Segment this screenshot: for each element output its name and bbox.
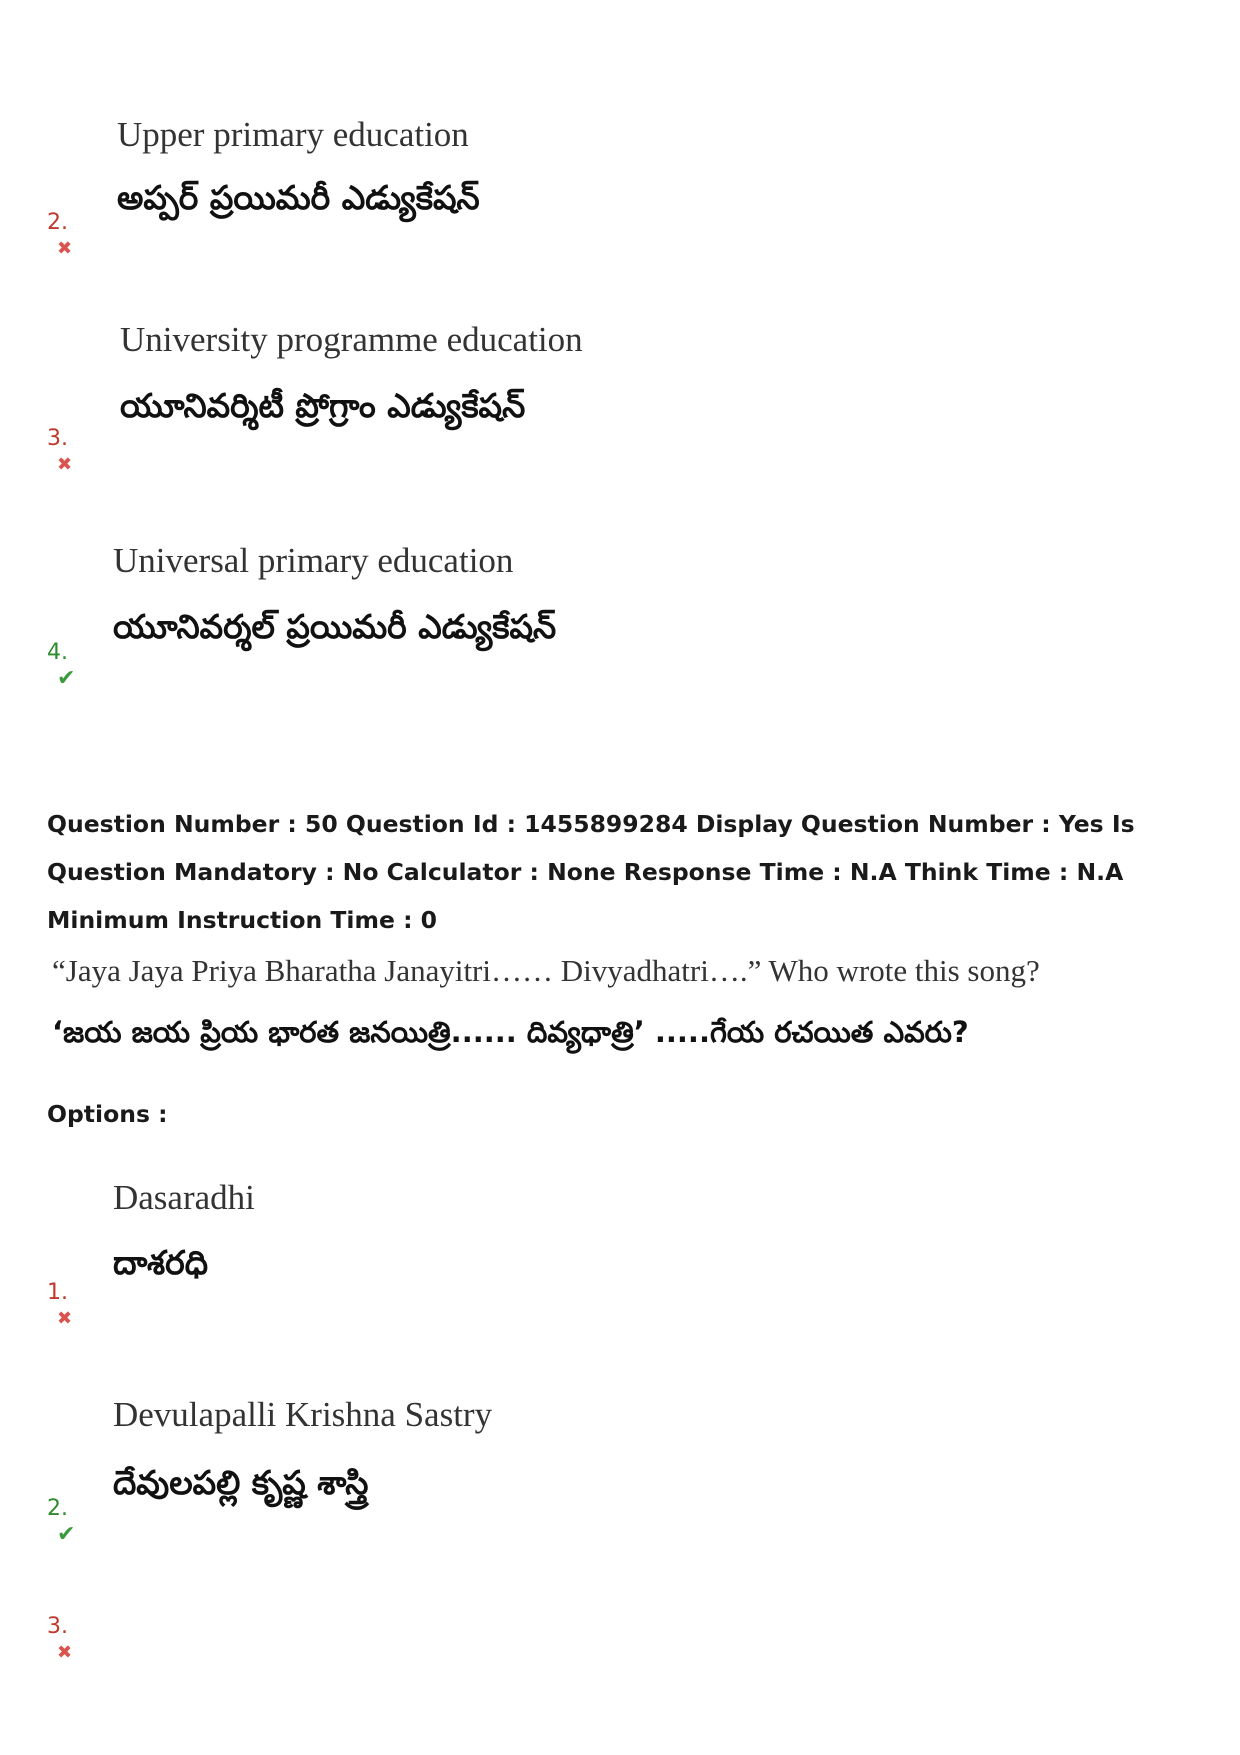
cross-icon: ✖ <box>57 237 73 259</box>
option-number <box>47 426 72 476</box>
option-text-te: యూనివర్శిటీ ప్రోగ్రాం ఎడ్యుకేషన్ <box>120 386 526 425</box>
option-text-en: Devulapalli Krishna Sastry <box>113 1395 493 1434</box>
check-icon: ✔ <box>57 665 76 691</box>
options-label: Options : <box>47 1100 168 1128</box>
option-number <box>47 210 72 260</box>
option-text-te: దేవులపల్లి కృష్ణ శాస్త్రి <box>113 1463 369 1502</box>
cross-icon: ✖ <box>57 1641 73 1663</box>
cross-icon: ✖ <box>57 453 73 475</box>
option-text-te: దాశరధి <box>113 1243 209 1282</box>
option-number-label: 2. <box>47 1496 68 1521</box>
question-meta: Question Number : 50 Question Id : 1455899284 Display Question Number : Yes Is Question Mandatory : No Calculator : None Response Time : N.A Think Time : N.A Minimum Instruction Time : 0 <box>47 810 1135 934</box>
option-text-te: యూనివర్శల్ ప్రయిమరీ ఎడ్యుకేషన్ <box>113 607 557 646</box>
option-text-en: University programme education <box>120 320 583 359</box>
question-text-en: “Jaya Jaya Priya Bharatha Janayitri…… Divyadhatri….” Who wrote this song? <box>52 953 1040 988</box>
option-text-en: Dasaradhi <box>113 1178 255 1217</box>
option-number <box>47 1280 72 1330</box>
option-number <box>47 1496 75 1547</box>
option-number-label: 1. <box>47 1280 68 1305</box>
option-number-label: 4. <box>47 640 68 665</box>
option-text-en: Universal primary education <box>113 541 514 580</box>
cross-icon: ✖ <box>57 1307 73 1329</box>
option-number-label: 3. <box>47 1614 68 1639</box>
option-number-label: 3. <box>47 426 68 451</box>
option-text-en: Upper primary education <box>117 115 469 154</box>
option-number-label: 2. <box>47 210 68 235</box>
option-number <box>47 640 75 691</box>
option-number <box>47 1614 72 1664</box>
question-text-te: ‘జయ జయ ప్రియ భారత జనయిత్రి...... దివ్యధాత్రి’ .....గేయ రచయిత ఎవరు? <box>52 1015 969 1049</box>
check-icon: ✔ <box>57 1521 76 1547</box>
option-text-te: అప్పర్ ప్రయిమరీ ఎడ్యుకేషన్ <box>117 178 480 217</box>
